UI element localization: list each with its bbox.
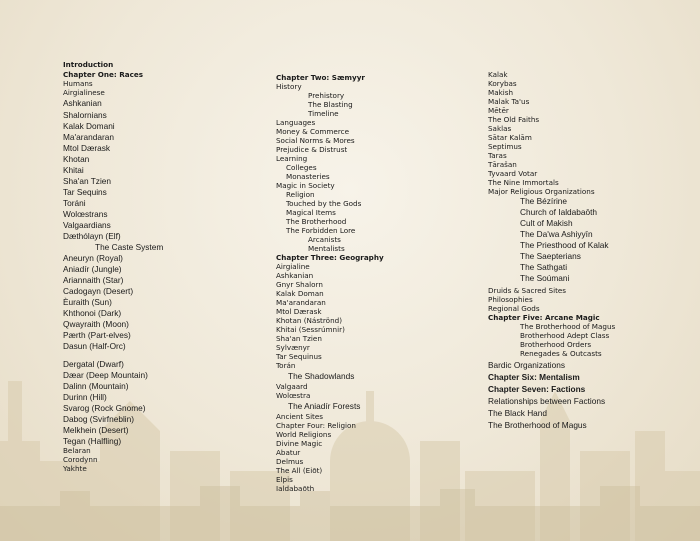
toc-entry: Aniadír (Jungle) xyxy=(63,264,122,274)
toc-entry: Kalak xyxy=(488,70,508,79)
toc-heading: Chapter Five: Arcane Magic xyxy=(488,313,600,322)
toc-entry: The All (Eiōt) xyxy=(276,466,323,475)
toc-entry: Touched by the Gods xyxy=(286,199,362,208)
toc-entry: The Shadowlands xyxy=(288,371,355,381)
toc-entry: Dæthólayn (Elf) xyxy=(63,231,121,241)
toc-entry: Philosophies xyxy=(488,295,533,304)
toc-entry: Dasun (Half-Orc) xyxy=(63,341,126,351)
toc-entry: World Religions xyxy=(276,430,332,439)
toc-heading: Chapter Six: Mentalism xyxy=(488,372,580,382)
toc-entry: Arcanists xyxy=(308,235,341,244)
toc-entry: Money & Commerce xyxy=(276,127,350,136)
toc-entry: Timeline xyxy=(308,109,339,118)
toc-entry: Khitai xyxy=(63,165,84,175)
toc-entry: Tar Sequinus xyxy=(276,352,322,361)
toc-entry: Durinn (Hill) xyxy=(63,392,107,402)
toc-entry: Wolœstra xyxy=(276,391,311,400)
toc-entry: Dalinn (Mountain) xyxy=(63,381,129,391)
toc-entry: The Brotherhood xyxy=(286,217,347,226)
toc-entry: Magical Items xyxy=(286,208,336,217)
toc-entry: Kalak Doman xyxy=(276,289,324,298)
toc-entry: Church of Ialdabaōth xyxy=(520,207,598,217)
toc-entry: Mētēr xyxy=(488,106,509,115)
toc-entry: The Brotherhood of Magus xyxy=(520,322,616,331)
toc-entry: Kalak Domani xyxy=(63,121,115,131)
toc-entry: The Old Faiths xyxy=(488,115,540,124)
toc-entry: Relationships between Factions xyxy=(488,396,606,406)
toc-entry: Ma'arandaran xyxy=(276,298,326,307)
toc-entry: Divine Magic xyxy=(276,439,323,448)
toc-entry: Sātar Kalām xyxy=(488,133,532,142)
toc-entry: Septimus xyxy=(488,142,522,151)
toc-entry: Toráni xyxy=(63,198,86,208)
toc-entry: The Da'wa Ashiyyīn xyxy=(520,229,593,239)
toc-entry: Yakhte xyxy=(63,464,87,473)
toc-entry: Korybas xyxy=(488,79,517,88)
toc-entry: Druids & Sacred Sites xyxy=(488,286,567,295)
toc-entry: Ariannaith (Star) xyxy=(63,275,124,285)
toc-entry: Magic in Society xyxy=(276,181,335,190)
toc-entry: Melkhein (Desert) xyxy=(63,425,129,435)
toc-entry: Sha'an Tzien xyxy=(276,334,322,343)
toc-entry: Elpis xyxy=(276,475,293,484)
toc-entry: Tyvaard Votar xyxy=(488,169,538,178)
toc-entry: Malak Ta'us xyxy=(488,97,530,106)
toc-entry: The Black Hand xyxy=(488,408,548,418)
toc-entry: Svarog (Rock Gnome) xyxy=(63,403,146,413)
toc-entry: Ma'arandaran xyxy=(63,132,114,142)
toc-entry: The Bézírine xyxy=(520,196,568,206)
toc-entry: Wolœstrans xyxy=(63,209,108,219)
toc-entry: Valgaardians xyxy=(63,220,111,230)
toc-entry: Taras xyxy=(488,151,507,160)
toc-entry: The Priesthood of Kalak xyxy=(520,240,609,250)
toc-entry: The Nine Immortals xyxy=(488,178,559,187)
toc-entry: Regional Gods xyxy=(488,304,540,313)
toc-entry: Brotherhood Orders xyxy=(520,340,592,349)
toc-entry: Mtol Dærask xyxy=(276,307,322,316)
toc-entry: Airgialinese xyxy=(63,88,105,97)
toc-entry: Tegan (Halfling) xyxy=(63,436,122,446)
toc-heading: Chapter Three: Geography xyxy=(276,253,384,262)
toc-entry: Chapter Four: Religion xyxy=(276,421,356,430)
toc-heading: Chapter One: Races xyxy=(63,70,144,79)
toc-entry: Prejudice & Distrust xyxy=(276,145,348,154)
toc-entry: Mtol Dærask xyxy=(63,143,111,153)
toc-entry: Religion xyxy=(286,190,315,199)
toc-entry: Saklas xyxy=(488,124,512,133)
toc-entry: Dabog (Svirfneblin) xyxy=(63,414,135,424)
toc-entry: The Sathgati xyxy=(520,262,568,272)
toc-entry: Makish xyxy=(488,88,514,97)
toc-entry: Sha'an Tzien xyxy=(63,176,112,186)
toc-entry: Shalornians xyxy=(63,110,107,120)
toc-entry: Learning xyxy=(276,154,308,163)
toc-entry: Monasteries xyxy=(286,172,330,181)
toc-entry: Renegades & Outcasts xyxy=(520,349,602,358)
toc-entry: Ancient Sites xyxy=(276,412,324,421)
toc-entry: Ialdabaōth xyxy=(276,484,315,493)
toc-entry: Dergatal (Dwarf) xyxy=(63,359,124,369)
toc-entry: Major Religious Organizations xyxy=(488,187,595,196)
toc-entry: Sylvænyr xyxy=(276,343,310,352)
toc-entry: Valgaard xyxy=(276,382,308,391)
toc-entry: Abatur xyxy=(276,448,301,457)
toc-entry: Airgialine xyxy=(276,262,310,271)
toc-entry: History xyxy=(276,82,302,91)
toc-entry: The Forbidden Lore xyxy=(286,226,356,235)
toc-entry: The Blasting xyxy=(308,100,353,109)
toc-entry: Bardic Organizations xyxy=(488,360,566,370)
toc-entry: Khthonoi (Dark) xyxy=(63,308,122,318)
toc-entry: Languages xyxy=(276,118,316,127)
toc-entry: Brotherhood Adept Class xyxy=(520,331,610,340)
toc-entry: Ashkanian xyxy=(276,271,314,280)
toc-entry: Prehistory xyxy=(308,91,345,100)
toc-entry: Tārašan xyxy=(488,160,517,169)
toc-entry: Pærth (Part-elves) xyxy=(63,330,131,340)
toc-entry: The Saepterians xyxy=(520,251,581,261)
toc-entry: Khotan xyxy=(63,154,90,164)
toc-heading: Introduction xyxy=(63,60,114,69)
toc-heading: Chapter Seven: Factions xyxy=(488,384,586,394)
toc-entry: Ashkanian xyxy=(63,98,102,108)
toc-entry: Khitai (Sessrúmnir) xyxy=(276,325,345,334)
toc-entry: Colleges xyxy=(286,163,317,172)
toc-entry: Èuraith (Sun) xyxy=(63,297,112,307)
toc-entry: Cult of Makish xyxy=(520,218,573,228)
toc-entry: Torán xyxy=(276,361,296,370)
toc-entry: Social Norms & Mores xyxy=(276,136,355,145)
toc-entry: Cadogayn (Desert) xyxy=(63,286,134,296)
toc-entry: Gnyr Shalorn xyxy=(276,280,323,289)
toc-entry: Khotan (Náströnd) xyxy=(276,316,342,325)
toc-entry: Dæar (Deep Mountain) xyxy=(63,370,148,380)
toc-entry: Tar Sequins xyxy=(63,187,107,197)
toc-entry: Delmus xyxy=(276,457,304,466)
toc-entry: The Soúmani xyxy=(520,273,570,283)
toc-entry: Qwayraith (Moon) xyxy=(63,319,129,329)
toc-heading: Chapter Two: Sæmyyr xyxy=(276,73,365,82)
toc-entry: Corodynn xyxy=(63,455,98,464)
toc-entry: The Aniadír Forests xyxy=(288,401,361,411)
toc-entry: The Caste System xyxy=(95,242,164,252)
toc-entry: Aneuryn (Royal) xyxy=(63,253,123,263)
toc-entry: The Brotherhood of Magus xyxy=(488,420,587,430)
toc-entry: Mentalists xyxy=(308,244,345,253)
toc-entry: Humans xyxy=(63,79,93,88)
toc-entry: Belaran xyxy=(63,446,91,455)
